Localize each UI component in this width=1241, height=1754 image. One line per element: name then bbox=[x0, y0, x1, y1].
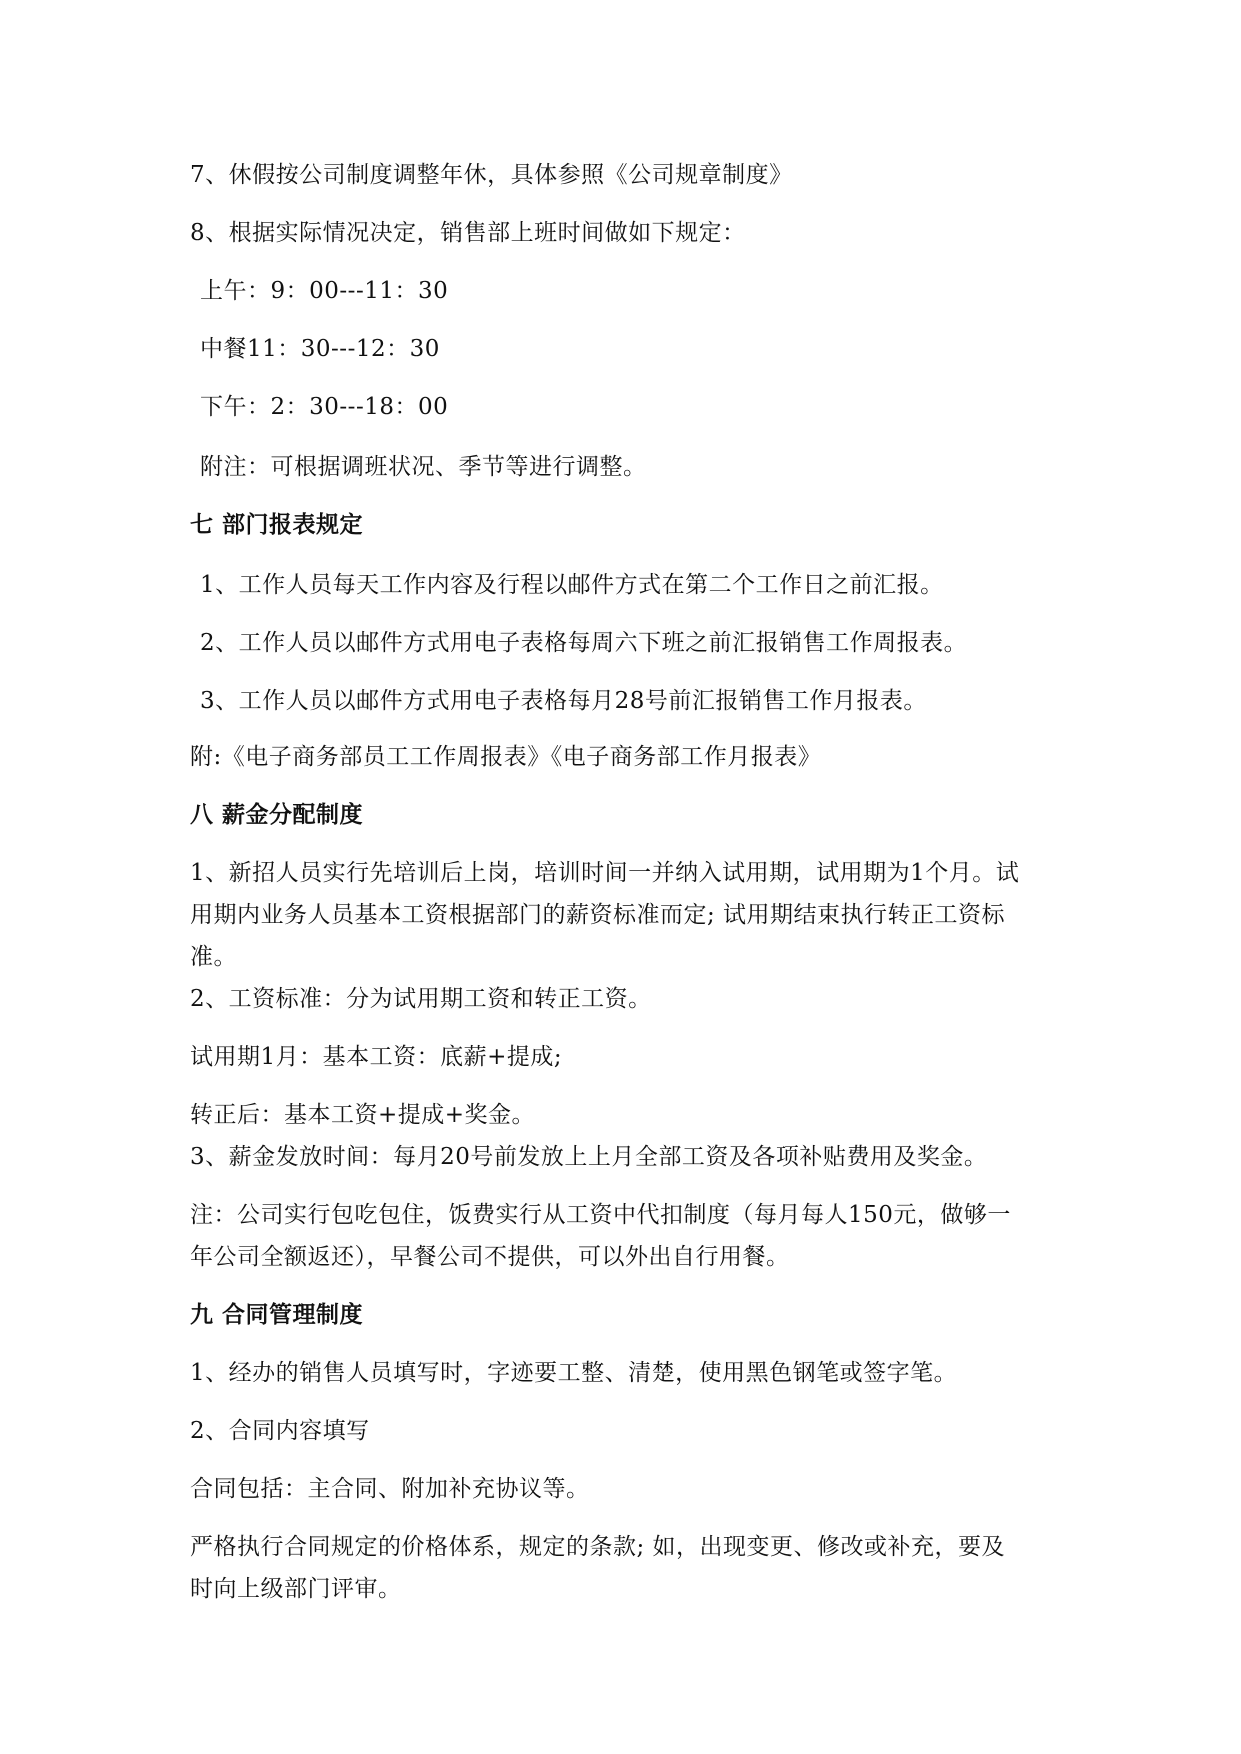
rule-8-work-hours: 8、根据实际情况决定，销售部上班时间做如下规定： bbox=[190, 220, 746, 246]
report-rule-1: 1、工作人员每天工作内容及行程以邮件方式在第二个工作日之前汇报。 bbox=[200, 572, 944, 598]
salary-rule-3: 3、薪金发放时间：每月20号前发放上上月全部工资及各项补贴费用及奖金。 bbox=[190, 1144, 988, 1170]
schedule-note: 附注：可根据调班状况、季节等进行调整。 bbox=[200, 454, 647, 480]
section-7-heading: 七 部门报表规定 bbox=[190, 512, 364, 538]
schedule-afternoon: 下午：2：30---18：00 bbox=[200, 394, 449, 420]
salary-note-line-2: 年公司全额返还），早餐公司不提供，可以外出自行用餐。 bbox=[190, 1244, 790, 1270]
report-rule-2: 2、工作人员以邮件方式用电子表格每周六下班之前汇报销售工作周报表。 bbox=[200, 630, 968, 656]
section-8-heading: 八 薪金分配制度 bbox=[190, 802, 364, 828]
section-9-heading: 九 合同管理制度 bbox=[190, 1302, 364, 1328]
report-rule-3: 3、工作人员以邮件方式用电子表格每月28号前汇报销售工作月报表。 bbox=[200, 688, 927, 714]
probation-salary: 试用期1月：基本工资：底薪+提成; bbox=[190, 1044, 563, 1070]
regular-salary: 转正后：基本工资+提成+奖金。 bbox=[190, 1102, 536, 1128]
salary-rule-2: 2、工资标准：分为试用期工资和转正工资。 bbox=[190, 986, 652, 1012]
schedule-morning: 上午：9：00---11：30 bbox=[200, 278, 449, 304]
contract-review-line-1: 严格执行合同规定的价格体系，规定的条款; 如，出现变更、修改或补充，要及 bbox=[190, 1534, 1006, 1560]
schedule-lunch: 中餐11：30---12：30 bbox=[200, 336, 440, 362]
contract-scope: 合同包括：主合同、附加补充协议等。 bbox=[190, 1476, 590, 1502]
salary-rule-1-line-1: 1、新招人员实行先培训后上岗，培训时间一并纳入试用期，试用期为1个月。试 bbox=[190, 860, 1020, 886]
contract-rule-2: 2、合同内容填写 bbox=[190, 1418, 370, 1444]
report-attachment: 附:《电子商务部员工工作周报表》《电子商务部工作月报表》 bbox=[190, 744, 822, 770]
salary-rule-1-line-2: 用期内业务人员基本工资根据部门的薪资标准而定; 试用期结束执行转正工资标 bbox=[190, 902, 1006, 928]
contract-review-line-2: 时向上级部门评审。 bbox=[190, 1576, 402, 1602]
salary-rule-1-line-3: 准。 bbox=[190, 944, 237, 970]
salary-note-line-1: 注：公司实行包吃包住，饭费实行从工资中代扣制度（每月每人150元，做够一 bbox=[190, 1202, 1011, 1228]
rule-7-vacation: 7、休假按公司制度调整年休，具体参照《公司规章制度》 bbox=[190, 162, 793, 188]
contract-rule-1: 1、经办的销售人员填写时，字迹要工整、清楚，使用黑色钢笔或签字笔。 bbox=[190, 1360, 958, 1386]
